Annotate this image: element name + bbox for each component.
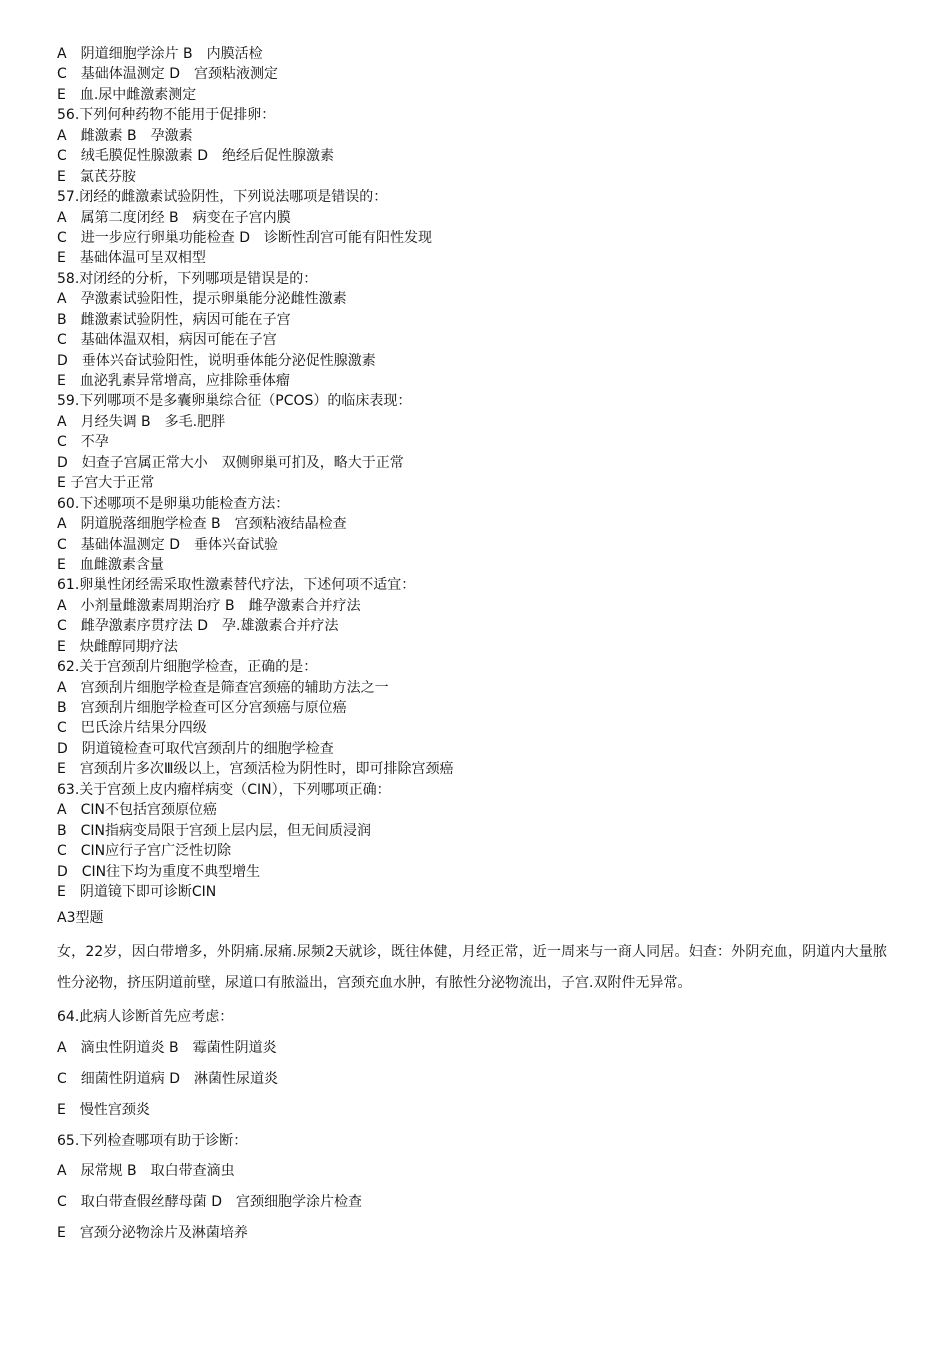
- text-line: A 属第二度闭经 B 病变在子宫内膜: [57, 209, 291, 226]
- section-title: A3型题: [57, 910, 104, 927]
- text-line: C 巴氏涂片结果分四级: [57, 720, 207, 737]
- text-line: E 基础体温可呈双相型: [57, 250, 206, 267]
- text-line: A CIN不包括宫颈原位癌: [57, 802, 217, 819]
- text-line: D CIN往下均为重度不典型增生: [57, 863, 261, 880]
- question-62: 62.关于宫颈刮片细胞学检查，正确的是：: [57, 659, 318, 676]
- question-60: 60.下述哪项不是卵巢功能检查方法：: [57, 495, 290, 512]
- question-block-dense: [57, 44, 897, 902]
- text-line: B 宫颈刮片细胞学检查可区分宫颈癌与原位癌: [57, 700, 347, 716]
- text-line: E 阴道镜下即可诊断CIN: [57, 883, 217, 900]
- question-57: 57.闭经的雌激素试验阴性，下列说法哪项是错误的：: [57, 189, 388, 206]
- text-line: A 雌激素 B 孕激素: [57, 127, 193, 144]
- question-63: 63.关于宫颈上皮内瘤样病变（CIN），下列哪项正确：: [57, 781, 391, 798]
- text-line: A 月经失调 B 多毛.肥胖: [57, 413, 226, 430]
- text-line: B CIN指病变局限于宫颈上层内层，但无间质浸润: [57, 822, 371, 839]
- text-line: C 基础体温双相，病因可能在子宫: [57, 332, 277, 349]
- question-block-loose: [57, 1007, 897, 1243]
- text-line: A 尿常规 B 取白带查滴虫: [57, 1163, 235, 1180]
- text-line: E 子宫大于正常: [57, 475, 155, 492]
- document-page: [57, 44, 897, 1254]
- text-line: E 血.尿中雌激素测定: [57, 86, 197, 103]
- question-59: 59.下列哪项不是多囊卵巢综合征（PCOS）的临床表现：: [57, 393, 412, 410]
- text-line: E 炔雌醇同期疗法: [57, 638, 178, 655]
- question-64: 64.此病人诊断首先应考虑：: [57, 1009, 234, 1026]
- text-line: D 妇查子宫属正常大小 双侧卵巢可扪及，略大于正常: [57, 454, 404, 471]
- text-line: C 细菌性阴道病 D 淋菌性尿道炎: [57, 1070, 279, 1087]
- text-line: E 氯芪芬胺: [57, 168, 136, 185]
- text-line: C 绒毛膜促性腺激素 D 绝经后促性腺激素: [57, 148, 335, 165]
- question-56: 56.下列何种药物不能用于促排卵：: [57, 107, 276, 124]
- text-line: A 小剂量雌激素周期治疗 B 雌孕激素合并疗法: [57, 597, 361, 614]
- text-line: D 阴道镜检查可取代宫颈刮片的细胞学检查: [57, 740, 334, 757]
- text-line: C 进一步应行卵巢功能检查 D 诊断性刮宫可能有阳性发现: [57, 229, 433, 246]
- text-line: E 宫颈分泌物涂片及淋菌培养: [57, 1224, 248, 1241]
- case-description: 女，22岁，因白带增多，外阴痛.尿痛.尿频2天就诊，既往体健，月经正常，近一周来与一商人同居。妇查：外阴充血，阴道内大量脓性分泌物，挤压阴道前壁，尿道口有脓溢出，宫颈充血水肿，有脓性分泌物流出，子宫.双附件无异常。: [57, 944, 887, 991]
- text-line: C CIN应行子宫广泛性切除: [57, 843, 232, 860]
- question-58: 58.对闭经的分析，下列哪项是错误是的：: [57, 270, 318, 287]
- text-line: E 慢性宫颈炎: [57, 1101, 150, 1118]
- text-line: C 基础体温测定 D 宫颈粘液测定: [57, 66, 279, 83]
- text-line: E 宫颈刮片多次Ⅲ级以上，宫颈活检为阴性时，即可排除宫颈癌: [57, 761, 454, 778]
- text-line: A 阴道脱落细胞学检查 B 宫颈粘液结晶检查: [57, 516, 347, 533]
- text-line: A 阴道细胞学涂片 B 内膜活检: [57, 46, 263, 62]
- text-line: A 宫颈刮片细胞学检查是筛查宫颈癌的辅助方法之一: [57, 679, 389, 696]
- question-61: 61.卵巢性闭经需采取性激素替代疗法，下述何项不适宜：: [57, 577, 416, 594]
- text-line: C 取白带查假丝酵母菌 D 宫颈细胞学涂片检查: [57, 1194, 363, 1211]
- text-line: E 血泌乳素异常增高，应排除垂体瘤: [57, 373, 290, 389]
- text-line: C 雌孕激素序贯疗法 D 孕.雄激素合并疗法: [57, 618, 339, 635]
- text-line: A 孕激素试验阳性，提示卵巢能分泌雌性激素: [57, 291, 347, 308]
- text-line: B 雌激素试验阴性，病因可能在子宫: [57, 311, 291, 328]
- text-line: D 垂体兴奋试验阳性，说明垂体能分泌促性腺激素: [57, 352, 376, 369]
- text-line: C 不孕: [57, 434, 109, 451]
- text-line: E 血雌激素含量: [57, 556, 164, 573]
- text-line: A 滴虫性阴道炎 B 霉菌性阴道炎: [57, 1040, 277, 1057]
- question-65: 65.下列检查哪项有助于诊断：: [57, 1132, 248, 1149]
- text-line: C 基础体温测定 D 垂体兴奋试验: [57, 536, 279, 553]
